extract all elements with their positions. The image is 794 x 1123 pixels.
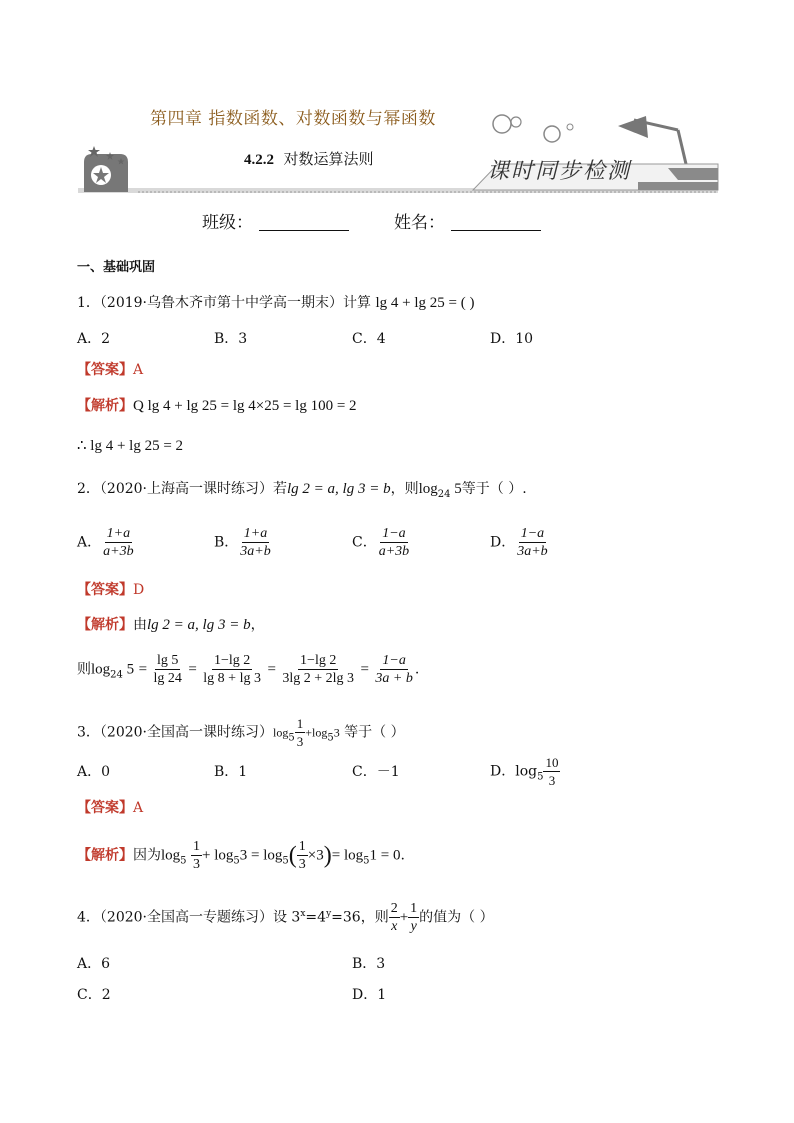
- q3-option-b: B．1: [214, 764, 248, 780]
- q1-answer: [77, 362, 143, 378]
- frac-den: 3: [548, 773, 556, 788]
- q3-arg: 3: [333, 725, 340, 740]
- q1-analysis-expr: Q lg 4 + lg 25 = lg 4×25 = lg 100 = 2: [133, 398, 357, 414]
- analysis-label: 【解析】: [77, 847, 133, 864]
- q1-expr: lg 4 + lg 25 = ( ): [375, 295, 475, 311]
- period: .: [400, 847, 405, 864]
- q3-because: 因为: [133, 847, 161, 864]
- q2-derivation: [77, 652, 419, 687]
- period: .: [414, 661, 420, 678]
- q2-then: 则: [77, 661, 91, 678]
- answer-label: 【答案】: [77, 582, 133, 598]
- equals: =: [360, 661, 369, 678]
- section-name: 对数运算法则: [283, 150, 374, 168]
- q4-stem-text: 4．（2020·全国高一专题练习）设 3: [77, 909, 301, 926]
- frac-den: x: [391, 919, 398, 934]
- frac-den: 3lg 2 + 2lg 3: [282, 671, 355, 686]
- frac-num: 1: [296, 716, 304, 731]
- option-text: D．log: [490, 763, 538, 780]
- q2-deriv-log: log: [91, 661, 111, 678]
- q2-analysis-cond: lg 2 = a, lg 3 = b: [147, 617, 251, 633]
- q4-option-d: D．1: [352, 987, 387, 1003]
- paren-close: ): [323, 842, 332, 869]
- q1-option-a: A．2: [77, 331, 111, 347]
- frac-num: 1−lg 2: [300, 653, 337, 668]
- class-label: 班级：: [202, 213, 253, 233]
- q2-stem: [77, 481, 527, 503]
- q1-option-d: D．10: [490, 331, 534, 347]
- q2-deriv-arg: 5: [122, 661, 135, 678]
- lamp-arm: [678, 130, 686, 164]
- q2-log: log: [418, 481, 438, 497]
- q3-base: 5: [180, 855, 187, 867]
- q3-base: 5: [288, 732, 295, 744]
- q2-deriv-base: 24: [110, 669, 123, 681]
- q1-stem-text: 1．（2019·乌鲁木齐市第十中学高一期末）计算: [77, 295, 371, 311]
- bubble-icon: [567, 124, 573, 130]
- q3-tail: 等于（ ）: [344, 724, 405, 741]
- frac-num: 1: [298, 839, 306, 854]
- bubble-icon: [544, 126, 560, 142]
- q3-log: log: [273, 725, 289, 740]
- equals: =: [188, 661, 197, 678]
- option-letter: C．: [352, 534, 377, 551]
- q3-rest2: 3 = log: [239, 847, 283, 864]
- q3-analysis: [77, 838, 405, 873]
- bubble-icon: [493, 115, 511, 133]
- answer-value: D: [133, 582, 145, 598]
- q4-tail: 的值为（ ）: [419, 909, 494, 926]
- q3-stem: [77, 715, 405, 750]
- q3-option-d: [490, 754, 560, 789]
- q4-option-c: C．2: [77, 987, 111, 1003]
- q4-option-b: B．3: [352, 956, 386, 972]
- frac-num: 10: [545, 755, 559, 770]
- q3-base: 5: [282, 855, 289, 867]
- paren-open: (: [288, 842, 297, 869]
- q3-final: = log: [331, 847, 364, 864]
- name-blank[interactable]: [451, 214, 541, 231]
- frac-den: 3: [193, 857, 200, 872]
- frac-num: 1+a: [106, 526, 131, 541]
- q2-mid: ，则: [390, 481, 419, 497]
- q3-answer: [77, 800, 143, 816]
- q2-log-arg: 5: [450, 481, 462, 497]
- frac-den: lg 24: [153, 671, 182, 686]
- q2-option-a: [77, 525, 136, 560]
- option-letter: D．: [490, 534, 516, 551]
- frac-num: 1: [410, 901, 418, 916]
- q1-conclusion: ∴ lg 4 + lg 25 = 2: [77, 438, 184, 454]
- answer-label: 【答案】: [77, 800, 133, 816]
- q2-analysis-comma: ，: [250, 617, 265, 633]
- bubble-icon: [511, 117, 521, 127]
- q3-option-c: C．－1: [352, 764, 400, 780]
- frac-num: 2: [390, 901, 398, 916]
- q3-stem-text: 3．（2020·全国高一课时练习）: [77, 724, 273, 741]
- q2-cond: lg 2 = a, lg 3 = b: [287, 481, 391, 497]
- frac-den: 3a+b: [240, 544, 271, 559]
- q3-base: 5: [327, 732, 334, 744]
- q2-option-b: [214, 525, 273, 560]
- analysis-label: 【解析】: [77, 398, 133, 414]
- q1-option-c: C．4: [352, 331, 386, 347]
- part-heading: 一、基础巩固: [77, 260, 156, 275]
- q2-option-c: [352, 525, 411, 560]
- frac-den: a+3b: [378, 544, 410, 559]
- class-blank[interactable]: [259, 214, 349, 231]
- q2-log-base: 24: [437, 488, 451, 500]
- q4-option-a: A．6: [77, 956, 111, 972]
- q3-d-base: 5: [537, 771, 544, 783]
- q3-rest: + log: [202, 847, 234, 864]
- name-field: [394, 208, 541, 233]
- q2-stem-text: 2．（2020·上海高一课时练习）若: [77, 481, 287, 497]
- q3-final2: 1 = 0: [369, 847, 401, 864]
- q4-stem2: =4: [305, 909, 327, 926]
- q3-base: 5: [233, 855, 240, 867]
- frac-num: lg 5: [157, 653, 179, 668]
- option-letter: A．: [77, 534, 102, 551]
- q4-exp-x: x: [300, 908, 306, 919]
- frac-den: 3a+b: [517, 544, 548, 559]
- frac-den: y: [410, 919, 417, 934]
- banner-accent: [638, 182, 718, 190]
- option-letter: B．: [214, 534, 239, 551]
- section-number: 4.2.2: [244, 152, 274, 168]
- q4-exp-y: y: [326, 908, 332, 919]
- q3-option-a: A．0: [77, 764, 111, 780]
- frac-den: 3: [298, 857, 306, 872]
- q3-log: log: [161, 847, 181, 864]
- lamp-icon: [618, 116, 648, 138]
- frac-den: 3a + b: [375, 671, 413, 686]
- q4-stem: 4．（2020·全国高一专题练习）设 $3^x=4^y=36$，则 $\frac{2}{x}$ + $\frac{1}{y}$ 的值为（ ）: [77, 901, 494, 934]
- q2-tail: 等于（ ）.: [461, 481, 527, 497]
- q3-plus-log: +log: [305, 725, 328, 740]
- frac-num: 1−a: [382, 526, 406, 541]
- q3-base: 5: [363, 855, 370, 867]
- section-title: [244, 148, 374, 169]
- q2-option-d: [490, 525, 550, 560]
- chapter-title: 第四章 指数函数、对数函数与幂函数: [150, 109, 436, 129]
- equals: =: [138, 661, 148, 678]
- q2-answer: [77, 582, 144, 598]
- frac-den: lg 8 + lg 3: [203, 671, 261, 686]
- frac-den: a+3b: [103, 544, 134, 559]
- q2-analysis-pre: 由: [133, 617, 147, 633]
- q2-analysis: [77, 617, 265, 633]
- equals: =: [267, 661, 276, 678]
- analysis-label: 【解析】: [77, 617, 133, 633]
- q1-analysis: [77, 398, 357, 414]
- frac-num: 1−a: [520, 526, 545, 541]
- q1-option-b: B．3: [214, 331, 248, 347]
- brand-label: 课时同步检测: [487, 159, 632, 184]
- name-label: 姓名：: [394, 213, 445, 233]
- answer-value: A: [133, 800, 144, 816]
- answer-label: 【答案】: [77, 362, 133, 378]
- q1-stem: [77, 295, 474, 311]
- frac-den: 3: [296, 734, 304, 749]
- q4-stem3: =36，则: [331, 909, 389, 926]
- answer-value: A: [133, 362, 144, 378]
- class-field: [202, 208, 349, 233]
- frac-num: 1−lg 2: [213, 653, 251, 668]
- frac-num: 1: [193, 839, 200, 854]
- q3-paren-expr: ×3: [307, 847, 324, 864]
- frac-num: 1−a: [382, 653, 406, 668]
- frac-num: 1+a: [243, 526, 268, 541]
